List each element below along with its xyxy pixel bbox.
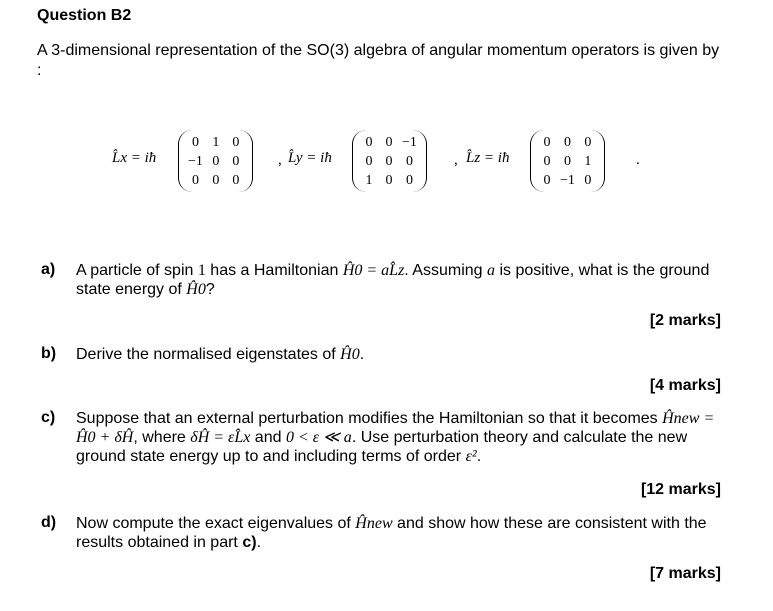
lz-cell: 0 (543, 135, 551, 150)
ly-cell: 0 (385, 135, 393, 150)
lx-label: L̂x = iħ (112, 150, 157, 166)
lz-cell: 0 (563, 135, 571, 150)
part-d-label: d) (41, 514, 57, 531)
ly-label: L̂y = iħ (288, 150, 332, 166)
part-b-label: b) (41, 345, 57, 362)
matrix-equations (112, 128, 672, 194)
ly-cell: 0 (385, 173, 393, 188)
lz-cell: 0 (584, 173, 592, 188)
comma-separator: , (278, 152, 282, 168)
period-separator: . (636, 152, 640, 168)
lz-matrix (530, 130, 605, 192)
lz-cell: 0 (543, 154, 551, 169)
lz-label: L̂z = iħ (466, 150, 510, 166)
part-c-label: c) (41, 409, 56, 426)
lx-matrix (178, 130, 253, 192)
part-c-marks: [12 marks] (640, 481, 721, 498)
question-title: Question B2 (37, 7, 132, 24)
ly-cell: −1 (402, 135, 417, 150)
part-a-text: A particle of spin 1 has a Hamiltonian Ĥ0 = aL̂z. Assuming a is positive, what is the ground state energy of Ĥ0? (76, 262, 710, 298)
lx-cell: 0 (212, 173, 220, 188)
lz-cell: 0 (563, 154, 571, 169)
lx-cell: 0 (232, 173, 240, 188)
lx-cell: −1 (188, 154, 203, 169)
lz-cell: 0 (584, 135, 592, 150)
part-d-marks: [7 marks] (649, 565, 721, 582)
ly-cell: 0 (365, 154, 373, 169)
intro-text: A 3-dimensional representation of the SO(3) algebra of angular momentum operators is given by : (37, 42, 720, 79)
lx-cell: 0 (232, 154, 240, 169)
comma-separator: , (454, 152, 458, 168)
lx-cell: 0 (191, 173, 199, 188)
part-a-label: a) (41, 261, 56, 278)
ly-cell: 0 (405, 154, 413, 169)
lz-cell: −1 (560, 173, 575, 188)
part-b-text: Derive the normalised eigenstates of Ĥ0. (76, 346, 365, 363)
part-c-text: Suppose that an external perturbation modifies the Hamiltonian so that it becomes Ĥnew = Ĥ0 + δĤ, where δĤ = εL̂x and 0 < ε ≪ a. Use perturbation theory and calculate the new ground state energy up to and including terms of order ε². (76, 410, 715, 465)
lx-cell: 0 (191, 135, 199, 150)
lz-cell: 1 (584, 154, 592, 169)
part-d-text: Now compute the exact eigenvalues of Ĥnew and show how these are consistent with the results obtained in part c). (76, 515, 707, 551)
part-a-marks: [2 marks] (649, 312, 721, 329)
ly-cell: 0 (405, 173, 413, 188)
ly-cell: 1 (365, 173, 373, 188)
ly-matrix (352, 130, 427, 192)
ly-cell: 0 (365, 135, 373, 150)
lx-cell: 1 (212, 135, 220, 150)
lx-cell: 0 (212, 154, 220, 169)
part-b-marks: [4 marks] (649, 377, 721, 394)
lz-cell: 0 (543, 173, 551, 188)
lx-cell: 0 (232, 135, 240, 150)
ly-cell: 0 (385, 154, 393, 169)
